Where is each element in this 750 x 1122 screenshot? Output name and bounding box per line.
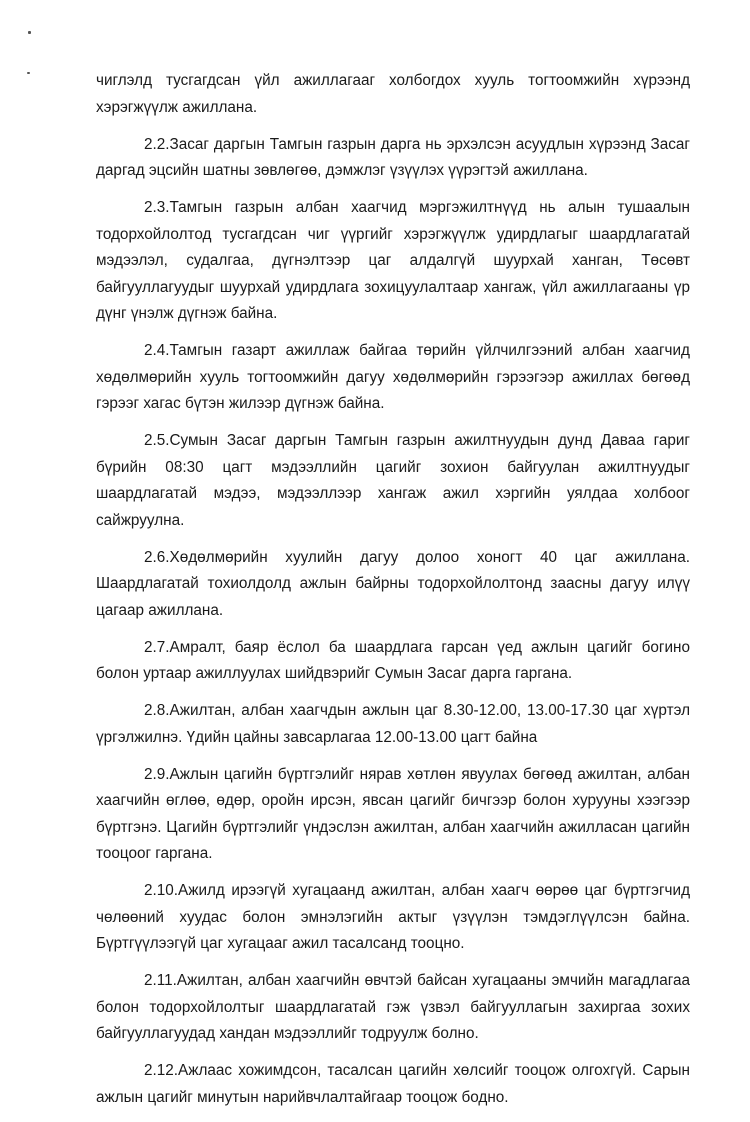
clause-2-10: 2.10.Ажилд ирээгүй хугацаанд ажилтан, албан хаагч өөрөө цаг бүртгэгчид чөлөөний хуудас болон эмнэлэгийн актыг үзүүлэн тэмдэглүүлсэн байна. Бүртгүүлээгүй цаг хугацааг ажил тасалсанд тооцно. [96,882,690,952]
clause-2-3: 2.3.Тамгын газрын албан хаагчид мэргэжилтнүүд нь алын тушаалын тодорхойлолтод тусгагдсан чиг үүргийг хэрэгжүүлж удирдлагыг шаардлагатай мэдээлэл, судалгаа, дүгнэлтээр цаг алдалгүй шуурхай ханган, Төсөвт байгууллагуудыг шуурхай удирдлага зохицуулалтаар хангаж, үйл ажиллагааны үр дүнг үнэлж дүгнэж байна. [96,199,690,322]
clause-2-11: 2.11.Ажилтан, албан хаагчийн өвчтэй байсан хугацааны эмчийн магадлагаа болон тодорхойлолтыг шаардлагатай гэж үзвэл байгууллагын захиргаа зохих байгууллагуудад хандан мэдээллийг тодруулж болно. [96,972,690,1042]
clause-2-4: 2.4.Тамгын газарт ажиллаж байгаа төрийн үйлчилгээний албан хаагчид хөдөлмөрийн хууль тогтоомжийн дагуу хөдөлмөрийн гэрээгээр ажиллах бөгөөд гэрээг хагас бүтэн жилээр дүгнэж байна. [96,342,690,412]
clause-2-7: 2.7.Амралт, баяр ёслол ба шаардлага гарсан үед ажлын цагийг богино болон уртаар ажиллуулах шийдвэрийг Сумын Засаг дарга гаргана. [96,638,690,682]
clause-2-6: 2.6.Хөдөлмөрийн хуулийн дагуу долоо хоногт 40 цаг ажиллана. Шаардлагатай тохиолдолд ажлын байрны тодорхойлолтонд заасны дагуу илүү цагаар ажиллана. [96,548,690,619]
document-body [96,68,690,1122]
clause-2-5: 2.5.Сумын Засаг даргын Тамгын газрын ажилтнуудын дунд Даваа гариг бүрийн 08:30 цагт мэдээллийн цагийг зохион байгуулан ажилтнуудыг шаардлагатай мэдээ, мэдээллээр хангаж ажил хэргийн уялдаа холбоог сайжруулна. [96,432,690,529]
scan-mark [27,72,30,74]
clause-2-8: 2.8.Ажилтан, албан хаагчдын ажлын цаг 8.30-12.00, 13.00-17.30 цаг хүртэл үргэлжилнэ. Үдийн цайны завсарлагаа 12.00-13.00 цагт байна [96,702,690,746]
clause-2-12: 2.12.Ажлаас хожимдсон, тасалсан цагийн хөлсийг тооцож олгохгүй. Сарын ажлын цагийг минутын нарийвчлалтайгаар тооцож бодно. [96,1062,690,1106]
clause-2-9: 2.9.Ажлын цагийн бүртгэлийг нярав хөтлөн явуулах бөгөөд ажилтан, албан хаагчийн өглөө, өдөр, оройн ирсэн, явсан цагийг бичгээр болон хурууны хээгээр бүртгэнэ. Цагийн бүртгэлийг үндэслэн ажилтан, албан хаагчийн ажилласан цагийн тооцоог гаргана. [96,765,690,862]
scan-mark [28,31,31,34]
clause-2-2: 2.2.Засаг даргын Тамгын газрын дарга нь эрхэлсэн асуудлын хүрээнд Засаг даргад эцсийн шатны зөвлөгөө, дэмжлэг үзүүлэх үүрэгтэй ажиллана. [96,135,690,179]
paragraph-continuation: чиглэлд тусгагдсан үйл ажиллагааг холбогдох хууль тогтоомжийн хүрээнд хэрэгжүүлж ажиллана. [96,72,690,116]
